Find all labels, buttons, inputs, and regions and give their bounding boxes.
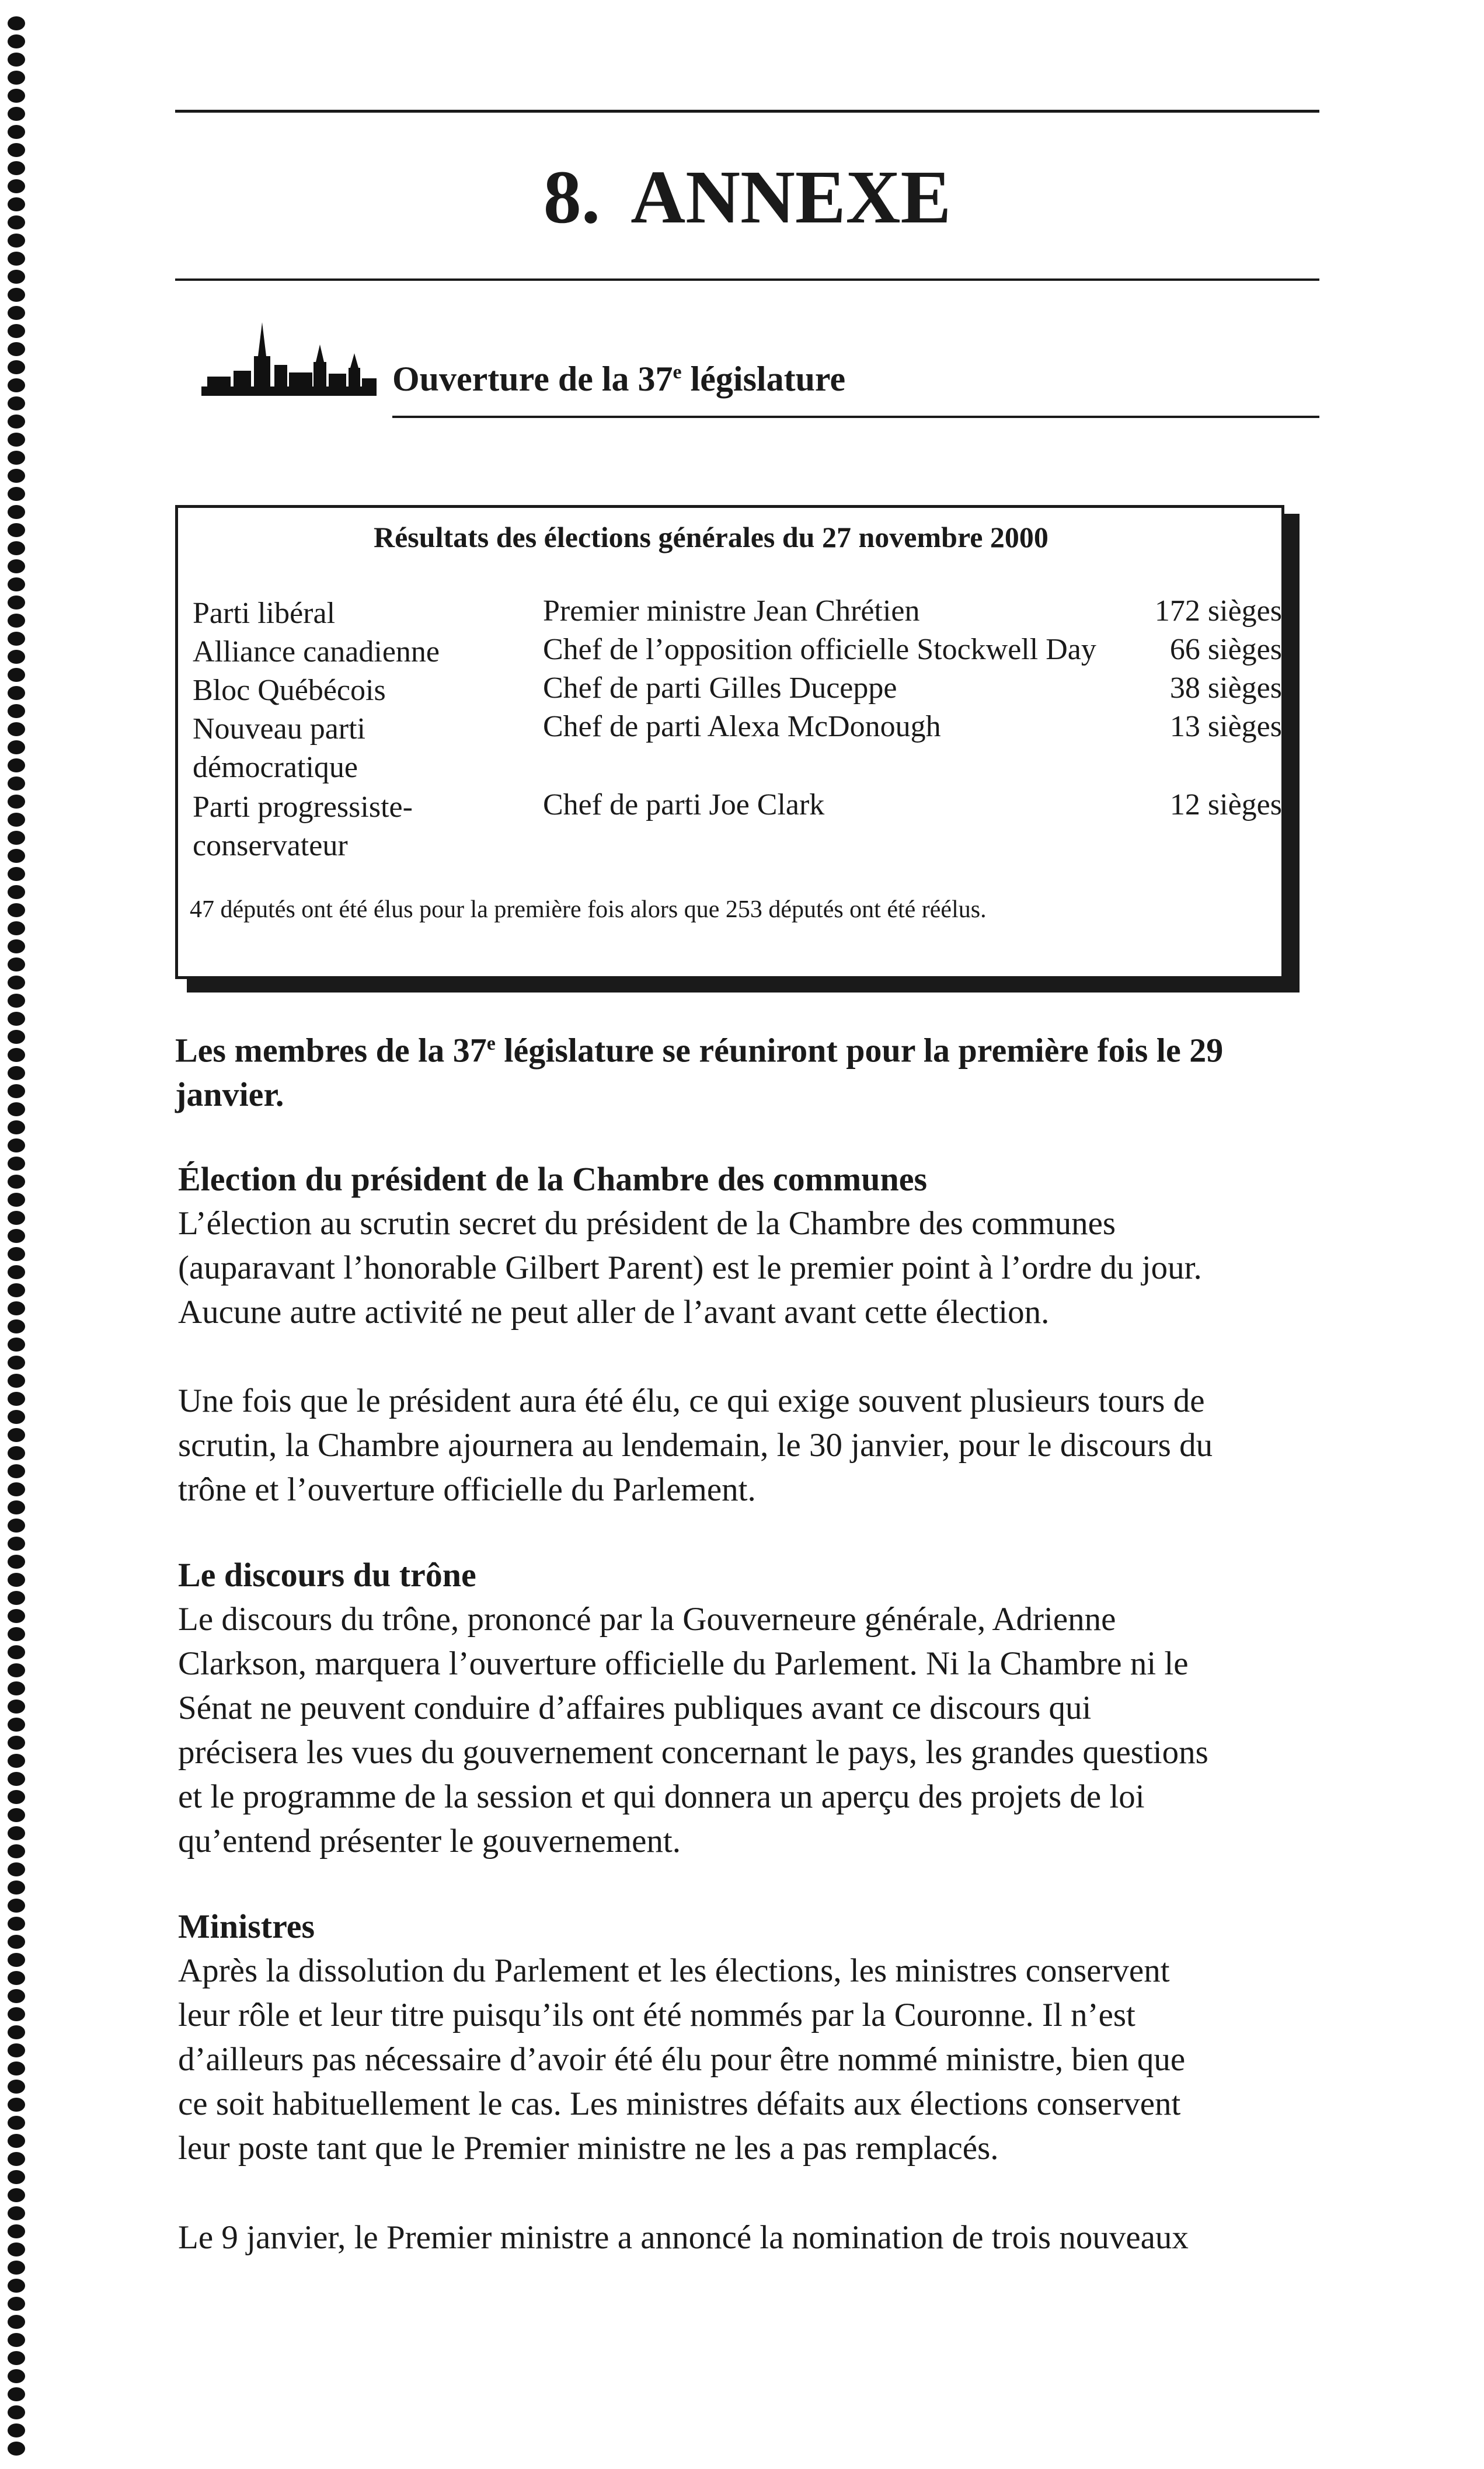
- seat-count: 66 sièges: [1169, 633, 1282, 666]
- binding-hole: [8, 179, 25, 193]
- section-rule: [392, 416, 1319, 418]
- binding-hole: [8, 1736, 25, 1750]
- results-footnote: 47 députés ont été élus pour la première fois alors que 253 députés ont été réélus.: [190, 896, 987, 923]
- binding-hole: [8, 2152, 25, 2166]
- binding-hole: [8, 1066, 25, 1080]
- binding-hole: [8, 2098, 25, 2112]
- binding-hole: [8, 976, 25, 990]
- binding-hole: [8, 1862, 25, 1876]
- binding-hole: [8, 2279, 25, 2293]
- binding-hole: [8, 776, 25, 791]
- paragraph-line: Clarkson, marquera l’ouverture officielle du Parlement. Ni la Chambre ni le: [178, 1645, 1189, 1682]
- binding-hole: [8, 487, 25, 501]
- paragraph-line: leur rôle et leur titre puisqu’ils ont été nommés par la Couronne. Il n’est: [178, 1997, 1135, 2033]
- binding-hole: [8, 451, 25, 465]
- binding-hole: [8, 795, 25, 809]
- lead-line: janvier.: [175, 1075, 284, 1114]
- binding-hole: [8, 957, 25, 971]
- binding-hole: [8, 614, 25, 628]
- binding-hole: [8, 1265, 25, 1279]
- party-name: Nouveau parti démocratique: [193, 712, 366, 784]
- binding-hole: [8, 197, 25, 211]
- binding-hole: [8, 34, 25, 48]
- binding-hole: [8, 867, 25, 881]
- binding-hole: [8, 903, 25, 917]
- binding-hole: [8, 2297, 25, 2311]
- binding-hole: [8, 722, 25, 736]
- binding-hole: [8, 71, 25, 85]
- binding-hole: [8, 415, 25, 429]
- binding-hole: [8, 1663, 25, 1677]
- binding-hole: [8, 921, 25, 935]
- binding-hole: [8, 2442, 25, 2456]
- binding-hole: [8, 1374, 25, 1388]
- binding-hole: [8, 324, 25, 338]
- box-shadow: [187, 979, 1300, 993]
- binding-hole: [8, 107, 25, 121]
- binding-hole: [8, 1084, 25, 1098]
- binding-hole: [8, 1157, 25, 1171]
- binding-hole: [8, 1917, 25, 1931]
- binding-hole: [8, 2315, 25, 2329]
- lead-line: Les membres de la 37e législature se réuniront pour la première fois le 29: [175, 1031, 1224, 1070]
- paragraph: [178, 1949, 1346, 2171]
- binding-hole: [8, 2080, 25, 2094]
- binding-hole: [8, 994, 25, 1008]
- binding-holes: [0, 0, 35, 2469]
- party-name: Parti libéral: [193, 597, 336, 630]
- paragraph-line: d’ailleurs pas nécessaire d’avoir été élu pour être nommé ministre, bien que: [178, 2041, 1186, 2078]
- chapter-number: 8.: [543, 155, 601, 239]
- binding-hole: [8, 1301, 25, 1315]
- binding-hole: [8, 1609, 25, 1623]
- binding-hole: [8, 2043, 25, 2057]
- binding-hole: [8, 1012, 25, 1026]
- binding-hole: [8, 1138, 25, 1152]
- binding-hole: [8, 1102, 25, 1116]
- binding-hole: [8, 831, 25, 845]
- binding-hole: [8, 541, 25, 555]
- binding-hole: [8, 2261, 25, 2275]
- binding-hole: [8, 53, 25, 67]
- top-rule: [175, 110, 1319, 113]
- binding-hole: [8, 433, 25, 447]
- binding-hole: [8, 1193, 25, 1207]
- party-leader: Chef de parti Alexa McDonough: [543, 710, 941, 743]
- binding-hole: [8, 1826, 25, 1840]
- paragraph-line: (auparavant l’honorable Gilbert Parent) est le premier point à l’ordre du jour.: [178, 1249, 1202, 1286]
- binding-hole: [8, 1338, 25, 1352]
- binding-hole: [8, 2206, 25, 2220]
- section-heading-throne-speech: Le discours du trône: [178, 1556, 476, 1594]
- party-leader: Chef de parti Gilles Duceppe: [543, 671, 897, 705]
- binding-hole: [8, 2025, 25, 2039]
- binding-hole: [8, 1718, 25, 1732]
- seat-count: 13 sièges: [1169, 710, 1282, 743]
- binding-hole: [8, 523, 25, 537]
- parliament-skyline-icon: [201, 321, 377, 403]
- paragraph-line: et le programme de la session et qui donnera un aperçu des projets de loi: [178, 1778, 1145, 1815]
- paragraph-line: Sénat ne peuvent conduire d’affaires publiques avant ce discours qui: [178, 1690, 1092, 1726]
- seat-count: 172 sièges: [1154, 594, 1282, 628]
- binding-hole: [8, 396, 25, 410]
- binding-hole: [8, 2116, 25, 2130]
- paragraph-line: scrutin, la Chambre ajournera au lendemain, le 30 janvier, pour le discours du: [178, 1427, 1213, 1464]
- paragraph: [178, 2216, 1346, 2260]
- paragraph-line: L’élection au scrutin secret du président de la Chambre des communes: [178, 1205, 1116, 1242]
- binding-hole: [8, 885, 25, 899]
- binding-hole: [8, 360, 25, 374]
- binding-hole: [8, 125, 25, 139]
- seat-count: 12 sièges: [1169, 788, 1282, 821]
- binding-hole: [8, 650, 25, 664]
- binding-hole: [8, 1500, 25, 1514]
- binding-hole: [8, 686, 25, 700]
- binding-hole: [8, 1754, 25, 1768]
- title-bottom-rule: [175, 278, 1319, 281]
- binding-hole: [8, 2134, 25, 2148]
- binding-hole: [8, 758, 25, 772]
- binding-hole: [8, 2242, 25, 2256]
- binding-hole: [8, 252, 25, 266]
- binding-hole: [8, 704, 25, 718]
- binding-hole: [8, 1482, 25, 1496]
- binding-hole: [8, 1700, 25, 1714]
- binding-hole: [8, 2351, 25, 2365]
- paragraph-line: Une fois que le président aura été élu, ce qui exige souvent plusieurs tours de: [178, 1382, 1205, 1419]
- binding-hole: [8, 596, 25, 610]
- binding-hole: [8, 1808, 25, 1822]
- binding-hole: [8, 740, 25, 754]
- binding-hole: [8, 1410, 25, 1424]
- page-title: [175, 151, 1319, 244]
- binding-hole: [8, 2224, 25, 2238]
- binding-hole: [8, 1881, 25, 1895]
- results-title: Résultats des élections générales du 27 novembre 2000: [374, 521, 1048, 553]
- binding-hole: [8, 632, 25, 646]
- binding-hole: [8, 1048, 25, 1062]
- binding-hole: [8, 1175, 25, 1189]
- party-name: Parti progressiste-conservateur: [193, 791, 413, 862]
- paragraph-line: trône et l’ouverture officielle du Parlement.: [178, 1471, 756, 1508]
- chapter-title: ANNEXE: [630, 155, 952, 239]
- binding-hole: [8, 2170, 25, 2184]
- binding-hole: [8, 161, 25, 175]
- binding-hole: [8, 1537, 25, 1551]
- binding-hole: [8, 1844, 25, 1858]
- paragraph-line: leur poste tant que le Premier ministre ne les a pas remplacés.: [178, 2130, 999, 2167]
- seat-count: 38 sièges: [1169, 671, 1282, 705]
- binding-hole: [8, 1645, 25, 1659]
- binding-hole: [8, 1229, 25, 1243]
- party-name: Bloc Québécois: [193, 674, 386, 707]
- binding-hole: [8, 1953, 25, 1967]
- binding-hole: [8, 143, 25, 157]
- binding-hole: [8, 1627, 25, 1641]
- binding-hole: [8, 1392, 25, 1406]
- binding-hole: [8, 1681, 25, 1695]
- binding-hole: [8, 1790, 25, 1804]
- binding-hole: [8, 288, 25, 302]
- paragraph: [178, 1379, 1346, 1512]
- binding-hole: [8, 1247, 25, 1261]
- lead-paragraph: [175, 1022, 1319, 1117]
- section-heading-speaker-election: Élection du président de la Chambre des communes: [178, 1160, 928, 1198]
- binding-hole: [8, 813, 25, 827]
- paragraph-line: Après la dissolution du Parlement et les élections, les ministres conservent: [178, 1952, 1170, 1989]
- binding-hole: [8, 1319, 25, 1333]
- binding-hole: [8, 1428, 25, 1442]
- binding-hole: [8, 1283, 25, 1297]
- party-leader: Chef de l’opposition officielle Stockwell Day: [543, 633, 1096, 666]
- binding-hole: [8, 89, 25, 103]
- binding-hole: [8, 2387, 25, 2401]
- binding-hole: [8, 1356, 25, 1370]
- binding-hole: [8, 1772, 25, 1786]
- binding-hole: [8, 1899, 25, 1913]
- binding-hole: [8, 16, 25, 30]
- paragraph-line: précisera les vues du gouvernement concernant le pays, les grandes questions: [178, 1734, 1208, 1771]
- binding-hole: [8, 270, 25, 284]
- binding-hole: [8, 2423, 25, 2437]
- section-heading-ministers: Ministres: [178, 1907, 315, 1945]
- binding-hole: [8, 1211, 25, 1225]
- binding-hole: [8, 469, 25, 483]
- box-shadow: [1284, 514, 1300, 993]
- binding-hole: [8, 342, 25, 356]
- section-heading: Ouverture de la 37e législature: [392, 360, 846, 398]
- binding-hole: [8, 2007, 25, 2021]
- binding-hole: [8, 1989, 25, 2003]
- binding-hole: [8, 1120, 25, 1134]
- paragraph: [178, 1597, 1346, 1864]
- paragraph-line: Le 9 janvier, le Premier ministre a annoncé la nomination de trois nouveaux: [178, 2219, 1189, 2256]
- binding-hole: [8, 849, 25, 863]
- paragraph-line: qu’entend présenter le gouvernement.: [178, 1823, 681, 1859]
- party-leader: Chef de parti Joe Clark: [543, 788, 825, 821]
- binding-hole: [8, 559, 25, 573]
- binding-hole: [8, 1030, 25, 1044]
- party-name: Alliance canadienne: [193, 635, 440, 668]
- binding-hole: [8, 505, 25, 519]
- binding-hole: [8, 1573, 25, 1587]
- binding-hole: [8, 1464, 25, 1478]
- binding-hole: [8, 1446, 25, 1460]
- binding-hole: [8, 2061, 25, 2076]
- paragraph-line: Aucune autre activité ne peut aller de l’avant avant cette élection.: [178, 1294, 1050, 1331]
- binding-hole: [8, 1555, 25, 1569]
- binding-hole: [8, 2369, 25, 2383]
- binding-hole: [8, 2333, 25, 2347]
- binding-hole: [8, 306, 25, 320]
- party-leader: Premier ministre Jean Chrétien: [543, 594, 920, 628]
- binding-hole: [8, 2405, 25, 2419]
- binding-hole: [8, 2188, 25, 2202]
- binding-hole: [8, 939, 25, 953]
- binding-hole: [8, 1591, 25, 1605]
- binding-hole: [8, 1519, 25, 1533]
- binding-hole: [8, 215, 25, 229]
- binding-hole: [8, 1971, 25, 1985]
- paragraph: [178, 1202, 1346, 1335]
- binding-hole: [8, 1935, 25, 1949]
- paragraph-line: ce soit habituellement le cas. Les ministres défaits aux élections conservent: [178, 2085, 1181, 2122]
- binding-hole: [8, 577, 25, 591]
- binding-hole: [8, 234, 25, 248]
- binding-hole: [8, 378, 25, 392]
- paragraph-line: Le discours du trône, prononcé par la Gouverneure générale, Adrienne: [178, 1601, 1116, 1638]
- binding-hole: [8, 668, 25, 682]
